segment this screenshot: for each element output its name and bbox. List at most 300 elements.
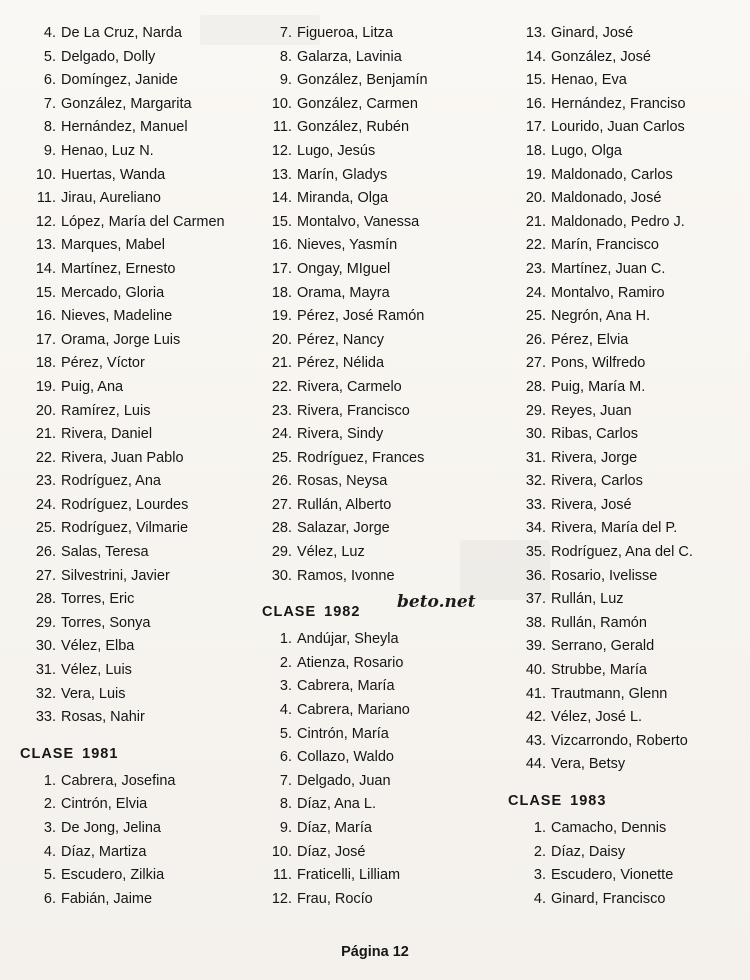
entry-number: 13. — [525, 25, 546, 41]
entry-name: Miranda, Olga — [297, 190, 389, 207]
entry-name: Strubbe, María — [551, 662, 647, 679]
entry-number: 22. — [271, 378, 292, 395]
list-item — [508, 376, 748, 400]
list-item — [262, 211, 502, 235]
list-item — [508, 352, 748, 376]
entry-name: Montalvo, Vanessa — [297, 213, 420, 230]
list-item — [20, 683, 255, 707]
entry-number: 19. — [525, 166, 546, 183]
entry-name: Díaz, José — [297, 843, 366, 860]
list-item — [20, 447, 255, 471]
entry-number: 3. — [533, 867, 546, 884]
entry-number: 18. — [271, 284, 292, 301]
list-item — [20, 494, 255, 518]
entry-name: Negrón, Ana H. — [551, 308, 651, 325]
entry-number: 27. — [271, 496, 292, 513]
entry-name: Mercado, Gloria — [61, 284, 165, 301]
entry-name: Maldonado, José — [551, 190, 662, 207]
list-item — [262, 423, 502, 447]
list-item — [20, 635, 255, 659]
list-item — [20, 612, 255, 636]
list-item — [20, 565, 255, 589]
entry-number: 12. — [35, 213, 56, 230]
entry-name: Pérez, Elvia — [551, 331, 629, 348]
entry-number: 13. — [35, 237, 56, 254]
entry-name: Rivera, Jorge — [551, 449, 638, 466]
page-number: Página 12 — [341, 944, 409, 960]
list-item — [20, 116, 255, 140]
entry-name: Rivera, Sindy — [297, 426, 384, 443]
entry-name: Hernández, Manuel — [61, 119, 188, 136]
list-item — [508, 470, 748, 494]
list-item — [262, 305, 502, 329]
list-item — [262, 93, 502, 117]
entry-name: Rivera, Carlos — [551, 473, 643, 490]
list-item — [508, 22, 748, 46]
list-item — [20, 770, 255, 794]
list-item — [262, 746, 502, 770]
entry-number: 15. — [525, 72, 546, 89]
entry-number: 1. — [43, 772, 56, 789]
list-item — [20, 305, 255, 329]
entry-number: 21. — [35, 426, 56, 443]
list-item — [508, 164, 748, 188]
entry-name: Ginard, José — [551, 25, 634, 41]
entry-name: Rodríguez, Ana — [61, 473, 161, 490]
list-item — [508, 541, 748, 565]
entry-name: Vélez, Luz — [297, 544, 365, 561]
entry-number: 2. — [533, 843, 546, 860]
list-item — [508, 400, 748, 424]
entry-name: Vera, Luis — [61, 685, 126, 702]
list-item — [20, 69, 255, 93]
entry-number: 30. — [271, 567, 292, 584]
entry-number: 26. — [525, 331, 546, 348]
entry-name: Ribas, Carlos — [551, 426, 639, 443]
entry-name: Camacho, Dennis — [551, 820, 667, 836]
entry-number: 7. — [279, 25, 292, 41]
entry-number: 8. — [43, 119, 56, 136]
list-item — [20, 164, 255, 188]
entry-number: 15. — [271, 213, 292, 230]
list-item — [508, 888, 748, 912]
list-item — [20, 588, 255, 612]
entry-name: Escudero, Zilkia — [61, 867, 165, 884]
entry-name: Rullán, Ramón — [551, 614, 647, 631]
entry-number: 34. — [525, 520, 546, 537]
entry-name: Rivera, María del P. — [551, 520, 678, 537]
entry-name: Frau, Rocío — [297, 890, 373, 907]
entry-name: Vera, Betsy — [551, 756, 626, 773]
list-item — [262, 140, 502, 164]
list-item — [262, 864, 502, 888]
list-item — [262, 888, 502, 912]
column-3 — [508, 22, 748, 911]
list-item — [262, 652, 502, 676]
entry-number: 14. — [271, 190, 292, 207]
entry-name: Ginard, Francisco — [551, 890, 666, 907]
entry-name: Maldonado, Carlos — [551, 166, 673, 183]
entry-number: 28. — [525, 378, 546, 395]
entry-number: 27. — [525, 355, 546, 372]
entry-number: 22. — [35, 449, 56, 466]
list-item — [262, 723, 502, 747]
entry-name: Reyes, Juan — [551, 402, 632, 419]
list-item — [262, 187, 502, 211]
entry-name: Rodríguez, Frances — [297, 449, 425, 466]
entry-name: De Jong, Jelina — [61, 820, 161, 836]
list-item — [508, 753, 748, 777]
list-item — [262, 400, 502, 424]
list-item — [262, 164, 502, 188]
list-item — [262, 22, 502, 46]
entry-name: Marín, Francisco — [551, 237, 659, 254]
entry-number: 23. — [271, 402, 292, 419]
entry-number: 29. — [35, 614, 56, 631]
entry-name: Lourido, Juan Carlos — [551, 119, 685, 136]
entry-name: Ramos, Ivonne — [297, 567, 395, 584]
entry-number: 32. — [525, 473, 546, 490]
entry-number: 23. — [525, 260, 546, 277]
entry-number: 4. — [43, 843, 56, 860]
list-item — [508, 116, 748, 140]
entry-name: López, María del Carmen — [61, 213, 225, 230]
entry-name: Rivera, Daniel — [61, 426, 153, 443]
list-item — [508, 841, 748, 865]
entry-name: Rosario, Ivelisse — [551, 567, 658, 584]
entry-name: González, Margarita — [61, 95, 192, 112]
column-2 — [262, 22, 502, 911]
entry-name: Pérez, Nancy — [297, 331, 385, 348]
list-item — [262, 699, 502, 723]
entry-name: Lugo, Olga — [551, 142, 622, 159]
entry-number: 11. — [36, 190, 56, 207]
entry-name: Rullán, Luz — [551, 591, 624, 608]
entry-number: 15. — [35, 284, 56, 301]
list-item — [508, 864, 748, 888]
list-item — [20, 46, 255, 70]
entry-name: Rivera, Juan Pablo — [61, 449, 184, 466]
list-item — [262, 470, 502, 494]
list-item — [508, 93, 748, 117]
list-item — [262, 841, 502, 865]
entry-name: Cabrera, Mariano — [297, 702, 410, 719]
list-item — [262, 675, 502, 699]
entry-name: Henao, Eva — [551, 72, 627, 89]
entry-number: 12. — [271, 890, 292, 907]
entry-name: Ongay, MIguel — [297, 260, 391, 277]
entry-name: Cabrera, Josefina — [61, 772, 176, 789]
entry-number: 3. — [279, 678, 292, 695]
entry-number: 19. — [271, 308, 292, 325]
entry-name: Vizcarrondo, Roberto — [551, 732, 688, 749]
entry-number: 31. — [525, 449, 546, 466]
class-year-heading — [20, 742, 255, 766]
list-item — [20, 258, 255, 282]
entry-name: Rosas, Neysa — [297, 473, 388, 490]
entry-number: 31. — [35, 662, 56, 679]
list-item — [508, 635, 748, 659]
entry-name: De La Cruz, Narda — [61, 25, 182, 41]
entry-name: Maldonado, Pedro J. — [551, 213, 685, 230]
entry-name: Escudero, Vionette — [551, 867, 674, 884]
entry-number: 2. — [279, 654, 292, 671]
entry-name: Rivera, Carmelo — [297, 378, 402, 395]
entry-number: 1. — [533, 820, 546, 836]
list-item — [508, 234, 748, 258]
entry-name: Cabrera, María — [297, 678, 395, 695]
list-item — [20, 423, 255, 447]
list-item — [508, 659, 748, 683]
list-item — [262, 258, 502, 282]
entry-number: 2. — [43, 796, 56, 813]
entry-number: 6. — [279, 749, 292, 766]
entry-name: Rivera, José — [551, 496, 632, 513]
entry-number: 26. — [35, 544, 56, 561]
list-item — [20, 234, 255, 258]
entry-number: 25. — [271, 449, 292, 466]
entry-name: Henao, Luz N. — [61, 142, 154, 159]
entry-number: 44. — [525, 756, 546, 773]
entry-number: 9. — [43, 142, 56, 159]
entry-name: Orama, Mayra — [297, 284, 390, 301]
list-item — [20, 93, 255, 117]
entry-number: 38. — [525, 614, 546, 631]
entry-number: 13. — [271, 166, 292, 183]
entry-number: 1. — [279, 631, 292, 648]
entry-number: 14. — [525, 48, 546, 65]
entry-number: 16. — [271, 237, 292, 254]
list-item — [262, 494, 502, 518]
list-item — [262, 565, 502, 589]
entry-number: 35. — [525, 544, 546, 561]
entry-name: Domíngez, Janide — [61, 72, 178, 89]
entry-number: 8. — [279, 796, 292, 813]
entry-number: 20. — [35, 402, 56, 419]
entry-number: 24. — [35, 496, 56, 513]
entry-number: 5. — [43, 867, 56, 884]
entry-name: Hernández, Franciso — [551, 95, 686, 112]
entry-name: Delgado, Juan — [297, 772, 391, 789]
entry-name: Salas, Teresa — [61, 544, 149, 561]
entry-number: 18. — [525, 142, 546, 159]
list-item — [508, 817, 748, 841]
entry-number: 29. — [271, 544, 292, 561]
entry-name: Lugo, Jesús — [297, 142, 376, 159]
entry-name: Jirau, Aureliano — [61, 190, 161, 207]
entry-number: 10. — [271, 843, 292, 860]
list-item — [20, 470, 255, 494]
entry-name: Rullán, Alberto — [297, 496, 392, 513]
entry-name: Rivera, Francisco — [297, 402, 410, 419]
entry-number: 21. — [525, 213, 546, 230]
entry-number: 9. — [279, 820, 292, 836]
entry-name: Serrano, Gerald — [551, 638, 655, 655]
list-item — [262, 817, 502, 841]
list-item — [508, 706, 748, 730]
entry-name: Rosas, Nahir — [61, 709, 145, 726]
list-item — [20, 22, 255, 46]
list-item — [508, 258, 748, 282]
entry-name: Díaz, Daisy — [551, 843, 626, 860]
entry-name: Huertas, Wanda — [61, 166, 166, 183]
list-item — [262, 329, 502, 353]
entry-number: 30. — [525, 426, 546, 443]
entry-name: Trautmann, Glenn — [551, 685, 668, 702]
list-item — [20, 282, 255, 306]
entry-number: 12. — [271, 142, 292, 159]
list-item — [20, 888, 255, 912]
entry-name: Atienza, Rosario — [297, 654, 404, 671]
heading-word: CLASE — [508, 793, 563, 809]
entry-name: Fraticelli, Lilliam — [297, 867, 401, 884]
entry-name: González, Benjamín — [297, 72, 428, 89]
list-item — [262, 282, 502, 306]
entry-number: 10. — [35, 166, 56, 183]
entry-name: Andújar, Sheyla — [297, 631, 399, 648]
entry-number: 29. — [525, 402, 546, 419]
entry-number: 22. — [525, 237, 546, 254]
entry-name: Puig, María M. — [551, 378, 646, 395]
entry-name: Pérez, José Ramón — [297, 308, 425, 325]
list-item — [262, 376, 502, 400]
entry-number: 32. — [35, 685, 56, 702]
watermark-text: beto.net — [397, 592, 476, 612]
entry-name: Díaz, María — [297, 820, 372, 836]
list-item — [262, 447, 502, 471]
entry-number: 24. — [271, 426, 292, 443]
entry-number: 26. — [271, 473, 292, 490]
entry-number: 4. — [279, 702, 292, 719]
entry-name: Martínez, Juan C. — [551, 260, 666, 277]
list-item — [262, 116, 502, 140]
heading-year: 1983 — [570, 793, 607, 809]
list-item — [20, 329, 255, 353]
entry-number: 27. — [35, 567, 56, 584]
entry-name: Rodríguez, Lourdes — [61, 496, 189, 513]
entry-name: Cintrón, Elvia — [61, 796, 148, 813]
list-item — [508, 282, 748, 306]
entry-number: 40. — [525, 662, 546, 679]
entry-number: 9. — [279, 72, 292, 89]
entry-number: 37. — [525, 591, 546, 608]
entry-name: Collazo, Waldo — [297, 749, 394, 766]
list-item — [508, 447, 748, 471]
entry-number: 21. — [271, 355, 292, 372]
list-item — [20, 817, 255, 841]
list-item — [20, 864, 255, 888]
column-1 — [20, 22, 255, 911]
entry-name: Vélez, Luis — [61, 662, 132, 679]
entry-name: Fabián, Jaime — [61, 890, 153, 907]
list-item — [262, 541, 502, 565]
entry-number: 11. — [272, 867, 292, 884]
class-year-heading — [508, 789, 748, 813]
entry-number: 6. — [43, 890, 56, 907]
entry-number: 5. — [279, 725, 292, 742]
entry-number: 23. — [35, 473, 56, 490]
entry-number: 43. — [525, 732, 546, 749]
list-item — [20, 793, 255, 817]
entry-name: Díaz, Martiza — [61, 843, 147, 860]
list-item — [508, 588, 748, 612]
entry-number: 25. — [35, 520, 56, 537]
list-item — [508, 187, 748, 211]
entry-name: González, José — [551, 48, 651, 65]
entry-number: 36. — [525, 567, 546, 584]
entry-number: 16. — [525, 95, 546, 112]
entry-number: 4. — [43, 25, 56, 41]
list-item — [20, 140, 255, 164]
entry-number: 11. — [272, 119, 292, 136]
list-item — [262, 628, 502, 652]
list-item — [20, 706, 255, 730]
entry-number: 7. — [279, 772, 292, 789]
list-item — [20, 376, 255, 400]
entry-name: Marín, Gladys — [297, 166, 388, 183]
entry-number: 39. — [525, 638, 546, 655]
entry-name: Ramírez, Luis — [61, 402, 151, 419]
entry-number: 17. — [35, 331, 56, 348]
entry-number: 18. — [35, 355, 56, 372]
entry-name: Delgado, Dolly — [61, 48, 156, 65]
entry-name: Pons, Wilfredo — [551, 355, 646, 372]
entry-number: 20. — [525, 190, 546, 207]
list-item — [20, 841, 255, 865]
entry-name: Cintrón, María — [297, 725, 389, 742]
entry-number: 17. — [271, 260, 292, 277]
entry-name: Pérez, Víctor — [61, 355, 145, 372]
list-item — [262, 46, 502, 70]
entry-name: Torres, Eric — [61, 591, 135, 608]
entry-name: Nieves, Madeline — [61, 308, 173, 325]
heading-year: 1982 — [324, 604, 361, 621]
entry-name: Galarza, Lavinia — [297, 48, 402, 65]
entry-number: 28. — [271, 520, 292, 537]
list-item — [20, 659, 255, 683]
heading-year: 1981 — [82, 745, 119, 762]
list-item — [262, 352, 502, 376]
entry-name: Pérez, Nélida — [297, 355, 385, 372]
entry-number: 3. — [43, 820, 56, 836]
entry-number: 30. — [35, 638, 56, 655]
list-item — [508, 329, 748, 353]
entry-name: Salazar, Jorge — [297, 520, 390, 537]
list-item — [508, 211, 748, 235]
entry-number: 33. — [525, 496, 546, 513]
entry-name: Torres, Sonya — [61, 614, 151, 631]
entry-name: Martínez, Ernesto — [61, 260, 176, 277]
list-item — [20, 211, 255, 235]
entry-number: 20. — [271, 331, 292, 348]
list-item — [508, 140, 748, 164]
entry-number: 28. — [35, 591, 56, 608]
list-item — [508, 494, 748, 518]
entry-number: 16. — [35, 308, 56, 325]
entry-name: González, Rubén — [297, 119, 410, 136]
list-item — [262, 517, 502, 541]
list-item — [20, 400, 255, 424]
entry-name: Puig, Ana — [61, 378, 124, 395]
list-item — [262, 770, 502, 794]
entry-number: 41. — [525, 685, 546, 702]
entry-number: 5. — [43, 48, 56, 65]
list-item — [20, 541, 255, 565]
list-item — [508, 612, 748, 636]
entry-name: Montalvo, Ramiro — [551, 284, 665, 301]
entry-number: 8. — [279, 48, 292, 65]
entry-name: Silvestrini, Javier — [61, 567, 170, 584]
